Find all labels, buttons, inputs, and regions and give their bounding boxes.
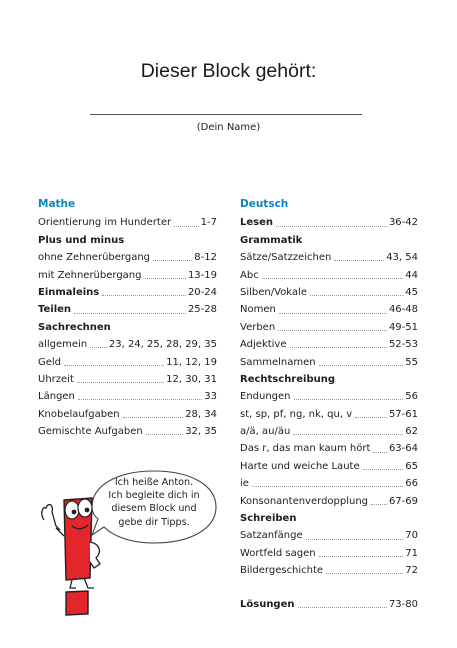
toc-entry-label: Adjektive: [240, 339, 287, 351]
toc-row[interactable]: [240, 319, 418, 336]
toc-row[interactable]: [240, 267, 418, 284]
toc-entry-label: Lösungen: [240, 598, 295, 610]
toc-entry-label: Bildergeschichte: [240, 565, 324, 577]
toc-row[interactable]: [240, 284, 418, 301]
toc-page-number: 8-12: [194, 252, 217, 264]
toc-row[interactable]: [38, 423, 217, 440]
toc-dot-leader: [306, 539, 404, 540]
toc-dot-leader: [102, 295, 186, 296]
toc-page-number: 71: [405, 547, 418, 559]
toc-page-number: 44: [405, 269, 418, 281]
toc-page-number: 66: [405, 478, 418, 490]
toc-entry-label: Einmaleins: [38, 286, 100, 298]
toc-dot-leader: [293, 434, 403, 435]
toc-row[interactable]: [240, 301, 418, 318]
toc-dot-leader: [174, 226, 199, 227]
toc-entry-label: Das r, das man kaum hört: [240, 443, 371, 455]
toc-row[interactable]: [38, 336, 217, 353]
toc-entry-label: Plus und minus: [38, 234, 125, 246]
toc-page-number: 56: [405, 391, 418, 403]
toc-row[interactable]: [38, 284, 217, 301]
toc-dot-leader: [146, 434, 183, 435]
toc-dot-leader: [64, 365, 164, 366]
toc-dot-leader: [78, 399, 202, 400]
toc-row[interactable]: [240, 440, 418, 457]
toc-entry-label: Harte und weiche Laute: [240, 460, 360, 472]
toc-entry-label: mit Zehnerübergang: [38, 269, 142, 281]
toc-page-number: 20-24: [187, 286, 217, 298]
toc-page-number: 46-48: [388, 304, 418, 316]
toc-dot-leader: [355, 417, 387, 418]
toc-page-number: 49-51: [388, 321, 418, 333]
toc-row[interactable]: [240, 423, 418, 440]
toc-dot-leader: [371, 504, 387, 505]
toc-mathe-column: [38, 197, 217, 440]
toc-entry-label: Schreiben: [240, 513, 297, 525]
toc-page-number: 28, 34: [185, 408, 217, 420]
toc-page-number: 63-64: [388, 443, 418, 455]
toc-entry-label: allgemein: [38, 339, 88, 351]
toc-row[interactable]: [38, 301, 217, 318]
toc-row[interactable]: [240, 354, 418, 371]
toc-dot-leader: [262, 278, 404, 279]
speech-line: gebe dir Tipps.: [118, 516, 190, 528]
toc-row: [240, 510, 418, 527]
toc-page-number: 72: [405, 565, 418, 577]
toc-row[interactable]: [38, 354, 217, 371]
toc-entry-label: a/ä, au/äu: [240, 426, 291, 438]
toc-entry-label: Sammelnamen: [240, 356, 316, 368]
toc-dot-leader: [334, 260, 384, 261]
toc-page-number: 36-42: [388, 217, 418, 229]
toc-entry-label: Grammatik: [240, 234, 303, 246]
speech-line: diesem Block und: [111, 503, 197, 515]
toc-entry-label: st, sp, pf, ng, nk, qu, v: [240, 408, 353, 420]
toc-row[interactable]: [240, 493, 418, 510]
toc-entry-label: Wortfeld sagen: [240, 547, 316, 559]
toc-entry-label: Gemischte Aufgaben: [38, 426, 143, 438]
toc-entry-label: Rechtschreibung: [240, 373, 336, 385]
toc-entry-label: Verben: [240, 321, 276, 333]
toc-entry-label: Uhrzeit: [38, 373, 74, 385]
toc-page-number: 55: [405, 356, 418, 368]
toc-row[interactable]: [240, 249, 418, 266]
toc-page-number: 11, 12, 19: [166, 356, 217, 368]
toc-dot-leader: [298, 607, 387, 608]
toc-page-number: 67-69: [388, 495, 418, 507]
toc-dot-leader: [153, 260, 192, 261]
toc-row[interactable]: [38, 388, 217, 405]
toc-dot-leader: [145, 278, 186, 279]
toc-dot-leader: [276, 226, 387, 227]
toc-dot-leader: [319, 556, 404, 557]
toc-entry-label: Teilen: [38, 304, 72, 316]
toc-row[interactable]: [240, 214, 418, 231]
toc-page-number: 33: [204, 391, 217, 403]
toc-row[interactable]: [240, 545, 418, 562]
toc-dot-leader: [77, 382, 164, 383]
toc-row[interactable]: [240, 527, 418, 544]
toc-entry-label: Geld: [38, 356, 62, 368]
toc-dot-leader: [90, 347, 107, 348]
toc-mathe-heading: Mathe: [38, 198, 76, 210]
toc-row[interactable]: [240, 406, 418, 423]
toc-page-number: 12, 30, 31: [166, 373, 217, 385]
toc-row[interactable]: [38, 406, 217, 423]
toc-row[interactable]: [240, 458, 418, 475]
toc-page-number: 62: [405, 426, 418, 438]
toc-row[interactable]: [38, 267, 217, 284]
toc-row: [240, 371, 418, 388]
toc-row[interactable]: [38, 214, 217, 231]
toc-page-number: 1-7: [200, 217, 217, 229]
toc-row[interactable]: [38, 371, 217, 388]
toc-entry-label: ie: [240, 478, 249, 490]
toc-mathe-list: [38, 214, 217, 440]
name-write-line: [90, 114, 362, 115]
toc-dot-leader: [363, 469, 404, 470]
toc-row[interactable]: [240, 388, 418, 405]
toc-row[interactable]: [240, 336, 418, 353]
toc-page-number: 32, 35: [185, 426, 217, 438]
toc-dot-leader: [278, 330, 387, 331]
toc-dot-leader: [310, 295, 403, 296]
exclamation-mascot-icon: [30, 496, 122, 618]
toc-row[interactable]: [240, 562, 418, 579]
toc-page-number: 13-19: [187, 269, 217, 281]
toc-row[interactable]: [38, 249, 217, 266]
toc-entry-label: Orientierung im Hunderter: [38, 217, 172, 229]
toc-page-number: 73-80: [388, 598, 418, 610]
speech-line: Ich heiße Anton.: [114, 477, 194, 488]
toc-page-number: 57-61: [388, 408, 418, 420]
toc-deutsch-heading: Deutsch: [240, 198, 289, 210]
toc-entry-label: Knobelaufgaben: [38, 408, 120, 420]
toc-dot-leader: [252, 486, 403, 487]
toc-dot-leader: [279, 313, 387, 314]
toc-page-number: 45: [405, 286, 418, 298]
toc-entry-label: Nomen: [240, 304, 276, 316]
toc-row[interactable]: [240, 596, 418, 613]
page-title: Dieser Block gehört:: [140, 60, 317, 82]
toc-entry-label: Längen: [38, 391, 75, 403]
toc-row: [240, 232, 418, 249]
toc-page-number: 65: [405, 460, 418, 472]
toc-dot-leader: [326, 573, 403, 574]
toc-dot-leader: [123, 417, 184, 418]
speech-line: Ich begleite dich in: [108, 490, 200, 502]
toc-entry-label: Endungen: [240, 391, 291, 403]
toc-dot-leader: [319, 365, 404, 366]
toc-page-number: 43, 54: [386, 252, 418, 264]
toc-row[interactable]: [240, 475, 418, 492]
toc-deutsch-list: [240, 214, 418, 613]
name-caption: (Dein Name): [196, 122, 261, 133]
toc-entry-label: Sachrechnen: [38, 321, 111, 333]
toc-dot-leader: [294, 399, 404, 400]
toc-dot-leader: [74, 313, 186, 314]
toc-entry-label: Lesen: [240, 217, 274, 229]
toc-entry-label: Silben/Vokale: [240, 286, 307, 298]
toc-row: [38, 319, 217, 336]
toc-page-number: 70: [405, 530, 418, 542]
toc-entry-label: Sätze/Satzzeichen: [240, 252, 332, 264]
toc-entry-label: ohne Zehnerübergang: [38, 252, 151, 264]
toc-entry-label: Satzanfänge: [240, 530, 303, 542]
toc-dot-leader: [290, 347, 387, 348]
toc-page-number: 52-53: [388, 339, 418, 351]
toc-entry-label: Abc: [240, 269, 259, 281]
toc-dot-leader: [373, 452, 387, 453]
toc-page-number: 23, 24, 25, 28, 29, 35: [108, 339, 217, 351]
toc-entry-label: Konsonantenverdopplung: [240, 495, 369, 507]
toc-page-number: 25-28: [187, 304, 217, 316]
toc-deutsch-column: [240, 197, 418, 613]
toc-row: [38, 232, 217, 249]
